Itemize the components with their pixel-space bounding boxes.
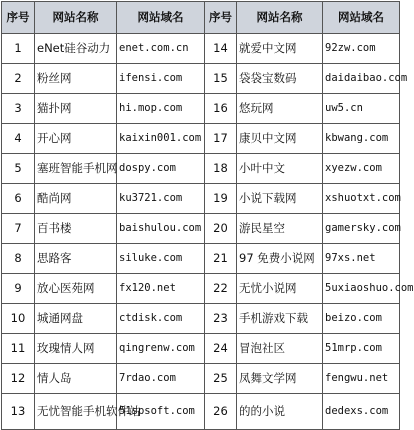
site-name-right: 就爱中文网 <box>237 34 323 64</box>
site-domain-left: fx120.net <box>117 274 205 304</box>
row-number-left: 5 <box>2 154 35 184</box>
site-domain-left: siluke.com <box>117 244 205 274</box>
row-number-right: 24 <box>205 334 237 364</box>
site-name-left: 放心医苑网 <box>35 274 117 304</box>
row-number-left: 2 <box>2 64 35 94</box>
row-number-right: 23 <box>205 304 237 334</box>
site-domain-right: fengwu.net <box>323 364 400 394</box>
site-domain-left: ifensi.com <box>117 64 205 94</box>
row-number-right: 14 <box>205 34 237 64</box>
table-row <box>2 124 400 154</box>
row-number-left: 6 <box>2 184 35 214</box>
site-name-left: 粉丝网 <box>35 64 117 94</box>
row-number-right: 26 <box>205 394 237 430</box>
site-name-left: 开心网 <box>35 124 117 154</box>
site-name-right: 无忧小说网 <box>237 274 323 304</box>
row-number-right: 16 <box>205 94 237 124</box>
site-name-right: 康贝中文网 <box>237 124 323 154</box>
site-domain-right: daidaibao.com <box>323 64 400 94</box>
site-name-right: 手机游戏下载 <box>237 304 323 334</box>
site-name-right: 悠玩网 <box>237 94 323 124</box>
table-row <box>2 364 400 394</box>
row-number-right: 18 <box>205 154 237 184</box>
row-number-left: 10 <box>2 304 35 334</box>
site-name-right: 冒泡社区 <box>237 334 323 364</box>
row-number-right: 19 <box>205 184 237 214</box>
row-number-left: 1 <box>2 34 35 64</box>
site-domain-right: 51mrp.com <box>323 334 400 364</box>
row-number-left: 7 <box>2 214 35 244</box>
site-name-right: 凤舞文学网 <box>237 364 323 394</box>
site-name-right: 97 免费小说网 <box>237 244 323 274</box>
table-row <box>2 94 400 124</box>
site-name-right: 小叶中文 <box>237 154 323 184</box>
row-number-right: 21 <box>205 244 237 274</box>
row-number-left: 8 <box>2 244 35 274</box>
row-number-left: 3 <box>2 94 35 124</box>
site-domain-right: xyezw.com <box>323 154 400 184</box>
header-no-right: 序号 <box>205 2 237 34</box>
site-domain-left: qingrenw.com <box>117 334 205 364</box>
site-domain-left: 51spsoft.com <box>117 394 205 430</box>
site-domain-right: gamersky.com <box>323 214 400 244</box>
table-row <box>2 244 400 274</box>
site-name-left: 情人岛 <box>35 364 117 394</box>
row-number-left: 12 <box>2 364 35 394</box>
site-domain-left: ctdisk.com <box>117 304 205 334</box>
site-domain-right: beizo.com <box>323 304 400 334</box>
site-domain-left: 7rdao.com <box>117 364 205 394</box>
site-domain-left: hi.mop.com <box>117 94 205 124</box>
header-no-left: 序号 <box>2 2 35 34</box>
site-domain-right: 97xs.net <box>323 244 400 274</box>
header-site-name-left: 网站名称 <box>35 2 117 34</box>
website-table <box>1 1 414 430</box>
table-row <box>2 304 400 334</box>
row-number-right: 25 <box>205 364 237 394</box>
table-row <box>2 214 400 244</box>
site-domain-left: enet.com.cn <box>117 34 205 64</box>
row-number-left: 11 <box>2 334 35 364</box>
row-number-right: 20 <box>205 214 237 244</box>
table-row <box>2 34 400 64</box>
table-row <box>2 184 400 214</box>
site-domain-right: 92zw.com <box>323 34 400 64</box>
site-name-right: 小说下载网 <box>237 184 323 214</box>
table-row <box>2 334 400 364</box>
table-row <box>2 274 400 304</box>
site-domain-right: uw5.cn <box>323 94 400 124</box>
table-row <box>2 154 400 184</box>
site-name-left: 无忧智能手机软件站 <box>35 394 117 430</box>
site-name-left: 塞班智能手机网 <box>35 154 117 184</box>
site-domain-left: dospy.com <box>117 154 205 184</box>
site-name-left: 玫瑰情人网 <box>35 334 117 364</box>
site-name-left: 猫扑网 <box>35 94 117 124</box>
site-domain-right: kbwang.com <box>323 124 400 154</box>
site-name-left: 酷尚网 <box>35 184 117 214</box>
row-number-right: 22 <box>205 274 237 304</box>
site-name-right: 的的小说 <box>237 394 323 430</box>
row-number-left: 9 <box>2 274 35 304</box>
header-site-domain-left: 网站域名 <box>117 2 205 34</box>
table-row <box>2 394 400 430</box>
header-site-name-right: 网站名称 <box>237 2 323 34</box>
site-domain-right: xshuotxt.com <box>323 184 400 214</box>
site-name-left: 思路客 <box>35 244 117 274</box>
header-site-domain-right: 网站域名 <box>323 2 400 34</box>
site-domain-left: kaixin001.com <box>117 124 205 154</box>
row-number-right: 15 <box>205 64 237 94</box>
site-name-right: 袋袋宝数码 <box>237 64 323 94</box>
row-number-right: 17 <box>205 124 237 154</box>
site-name-left: 百书楼 <box>35 214 117 244</box>
table-header-row <box>2 2 400 34</box>
site-domain-right: 5uxiaoshuo.com <box>323 274 400 304</box>
site-name-right: 游民星空 <box>237 214 323 244</box>
site-domain-left: ku3721.com <box>117 184 205 214</box>
table-row <box>2 64 400 94</box>
site-name-left: 城通网盘 <box>35 304 117 334</box>
row-number-left: 4 <box>2 124 35 154</box>
site-name-left: eNet硅谷动力 <box>35 34 117 64</box>
row-number-left: 13 <box>2 394 35 430</box>
table-body <box>2 34 414 430</box>
site-domain-left: baishulou.com <box>117 214 205 244</box>
site-domain-right: dedexs.com <box>323 394 400 430</box>
